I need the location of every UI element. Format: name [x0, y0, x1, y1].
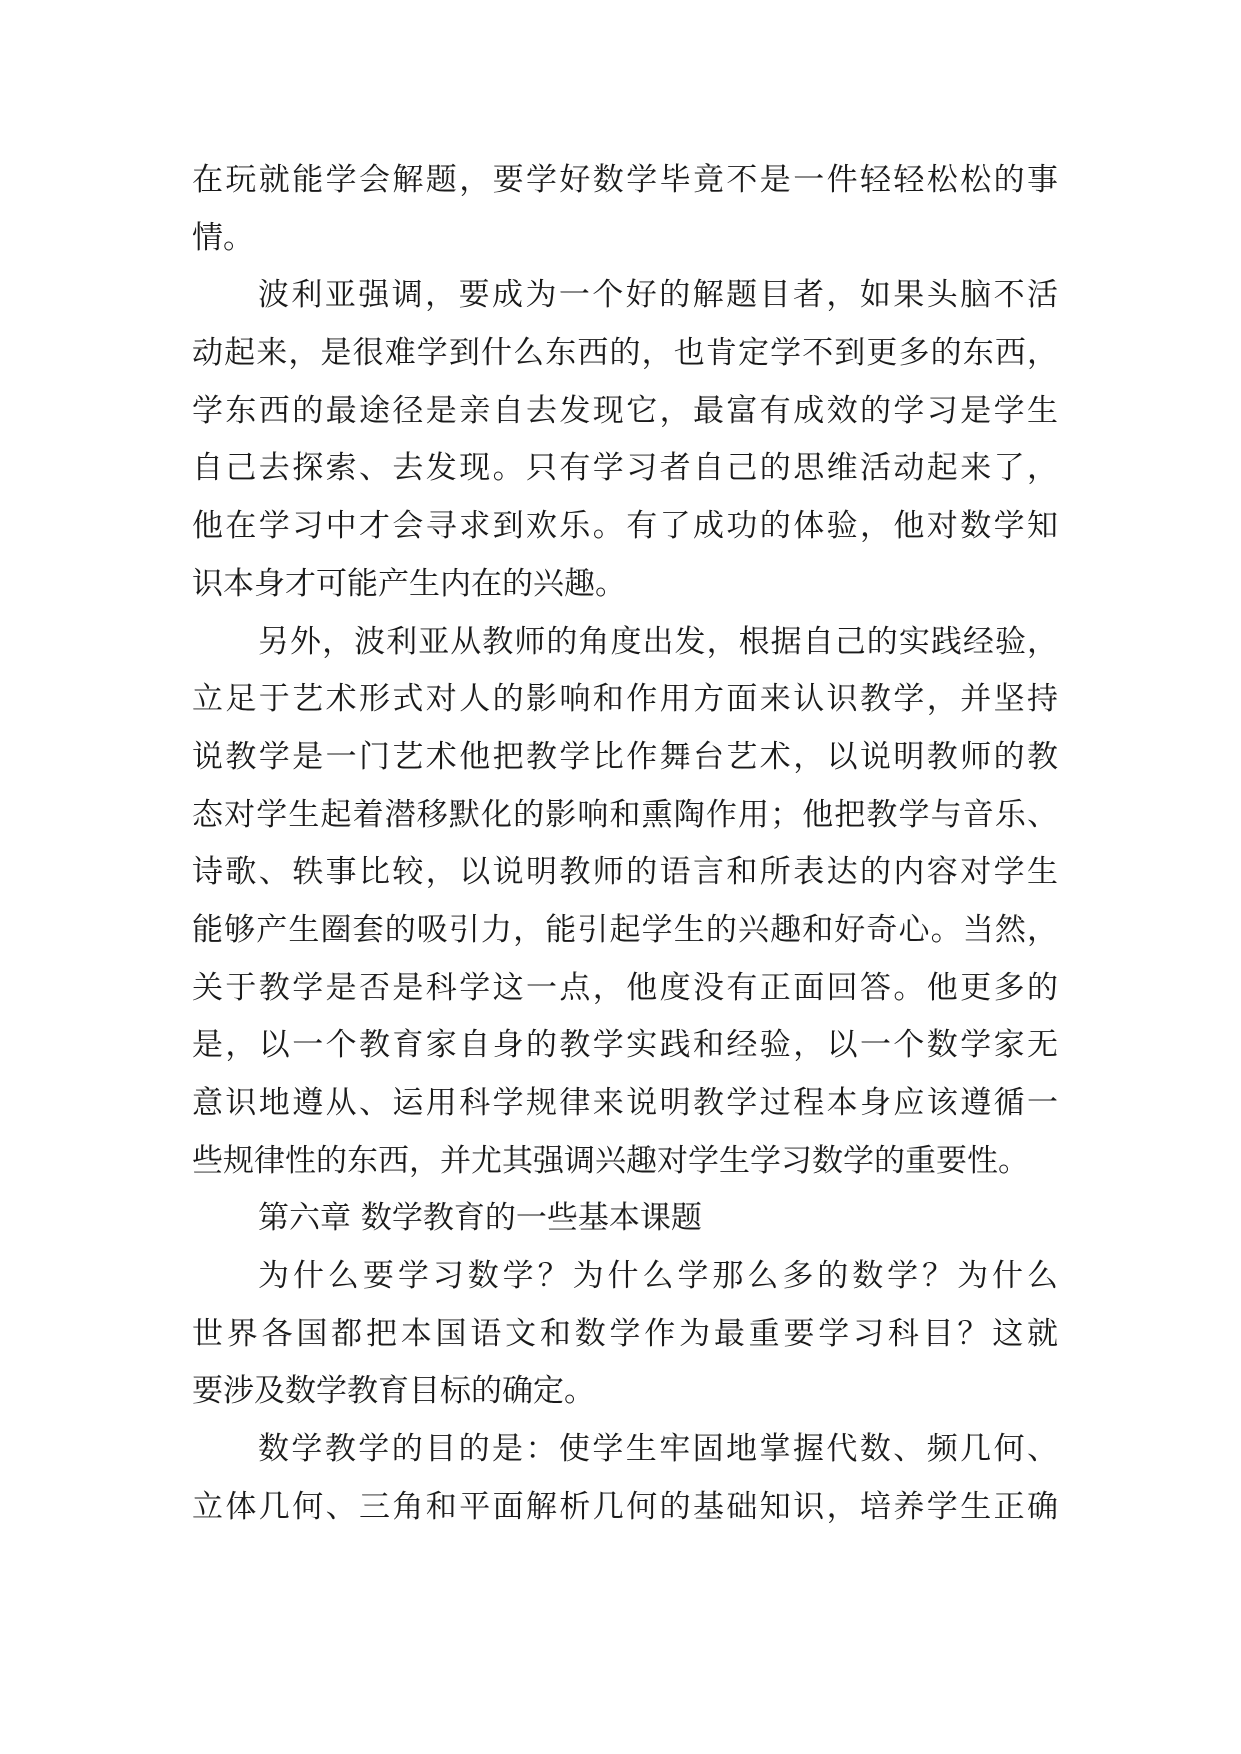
text-line: 些规律性的东西，并尤其强调兴趣对学生学习数学的重要性。 — [192, 1142, 1029, 1179]
text-line: 立体几何、三角和平面解析几何的基础知识，培养学生正确 — [192, 1488, 1058, 1525]
text-line: 关于教学是否是科学这一点，他度没有正面回答。他更多的 — [192, 969, 1058, 1006]
text-line: 要涉及数学教育目标的确定。 — [192, 1373, 595, 1410]
paragraph-start: 为什么要学习数学？为什么学那么多的数学？为什么 — [258, 1258, 1058, 1295]
text-line: 意识地遵从、运用科学规律来说明教学过程本身应该遵循一 — [192, 1085, 1058, 1121]
text-line: 诗歌、轶事比较，以说明教师的语言和所表达的内容对学生 — [192, 854, 1058, 891]
text-line: 世界各国都把本国语文和数学作为最重要学习科目？这就 — [192, 1315, 1058, 1352]
body-text — [192, 152, 1058, 1537]
text-line: 学东西的最途径是亲自去发现它，最富有成效的学习是学生 — [192, 392, 1058, 429]
text-line: 是，以一个教育家自身的教学实践和经验，以一个数学家无 — [192, 1027, 1058, 1064]
text-line: 说教学是一门艺术他把教学比作舞台艺术，以说明教师的教 — [192, 738, 1058, 775]
text-line: 动起来，是很难学到什么东西的，也肯定学不到更多的东西， — [192, 335, 1058, 372]
chapter-heading: 第六章 数学教育的一些基本课题 — [258, 1200, 702, 1237]
text-line: 在玩就能学会解题，要学好数学毕竟不是一件轻轻松松的事 — [192, 162, 1058, 198]
paragraph-start: 波利亚强调，要成为一个好的解题目者，如果头脑不活 — [258, 277, 1058, 314]
text-line: 能够产生圈套的吸引力，能引起学生的兴趣和好奇心。当然， — [192, 911, 1058, 948]
text-line: 态对学生起着潜移默化的影响和熏陶作用；他把教学与音乐、 — [192, 796, 1058, 833]
paragraph-start: 数学教学的目的是：使学生牢固地掌握代数、频几何、 — [258, 1431, 1058, 1468]
text-line: 情。 — [192, 219, 254, 256]
text-line: 他在学习中才会寻求到欢乐。有了成功的体验，他对数学知 — [192, 508, 1058, 545]
paragraph-start: 另外，波利亚从教师的角度出发，根据自己的实践经验， — [258, 623, 1058, 660]
text-line: 自己去探索、去发现。只有学习者自己的思维活动起来了， — [192, 450, 1058, 487]
text-line: 立足于艺术形式对人的影响和作用方面来认识教学，并坚持 — [192, 681, 1058, 718]
text-line: 识本身才可能产生内在的兴趣。 — [192, 565, 626, 602]
